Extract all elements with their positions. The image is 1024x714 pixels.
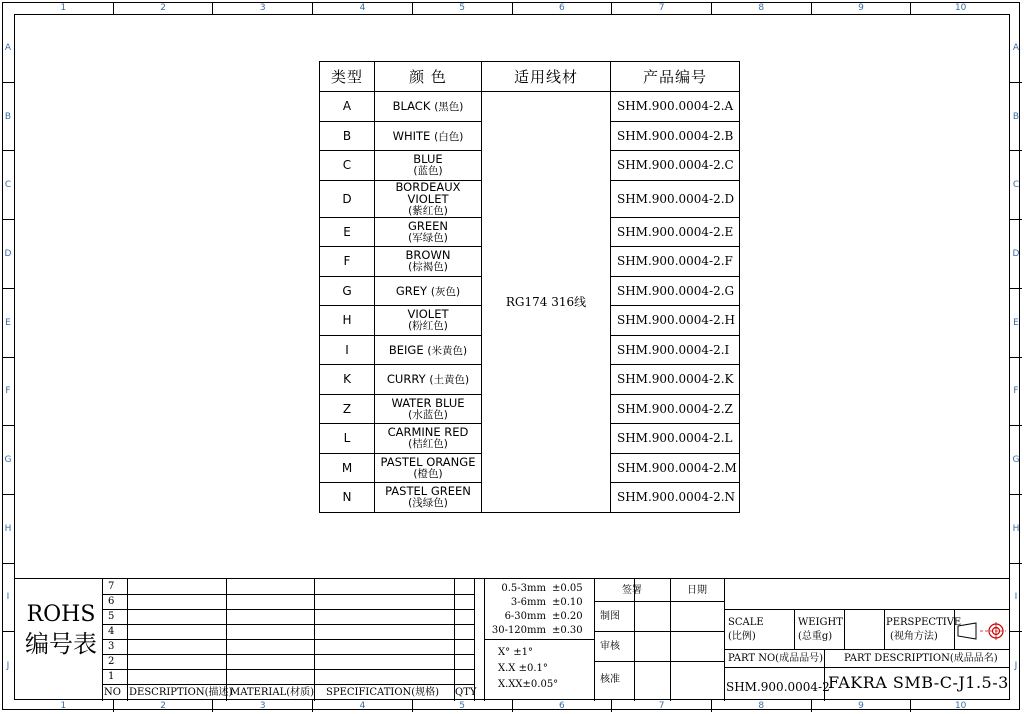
perspective-label: PERSPECTIVE	[886, 617, 962, 628]
zone-label: 1	[60, 701, 67, 711]
zone-label: C	[2, 150, 14, 219]
part-number-cell: SHM.900.0004-2.I	[611, 335, 740, 365]
bom-row-number: 3	[108, 641, 115, 652]
color-name-cn: (水蓝色)	[408, 408, 448, 421]
table-line	[314, 579, 315, 701]
zone-label: 3	[212, 700, 312, 712]
zone-label: F	[2, 357, 14, 426]
part-no-label: PART NO(成品品号)	[728, 653, 823, 664]
table-line	[724, 649, 1010, 650]
type-cell: D	[320, 180, 375, 217]
part-description-value: FAKRA SMB-C-J1.5-3	[828, 673, 1009, 692]
type-cell: M	[320, 453, 375, 483]
wire-cell: RG174 316线	[482, 92, 611, 513]
part-number-cell: SHM.900.0004-2.A	[611, 92, 740, 122]
table-line	[670, 579, 671, 701]
table-line	[724, 667, 1010, 668]
zone-label: 7	[611, 700, 711, 712]
date-label: 日期	[687, 585, 707, 596]
header-part-number: 产品编号	[611, 62, 740, 92]
type-cell: G	[320, 276, 375, 306]
color-name-cn: (桔红色)	[408, 438, 448, 451]
table-line	[724, 609, 1010, 610]
zone-label: C	[1010, 150, 1022, 219]
zone-label: 6	[512, 2, 612, 14]
zone-label: 2	[113, 700, 213, 712]
type-cell: L	[320, 424, 375, 454]
color-name-cn: (土黄色)	[429, 374, 470, 387]
zone-label: G	[2, 425, 14, 494]
table-line	[594, 631, 724, 632]
table-line	[102, 579, 103, 701]
table-line	[954, 609, 955, 649]
zone-label: B	[1010, 82, 1022, 151]
zone-label: 9	[811, 700, 911, 712]
bom-header-specification: SPECIFICATION(规格)	[326, 687, 440, 698]
weight-label-cn: (总重g)	[798, 631, 833, 642]
zone-label: J	[1010, 631, 1022, 700]
color-name-en: BROWN	[405, 248, 451, 263]
zone-label: 4	[312, 700, 412, 712]
color-cell	[375, 394, 482, 424]
table-line	[594, 601, 724, 602]
tolerance-value: ±0.10	[552, 597, 583, 608]
angle-tolerance: X.XX±0.05°	[498, 679, 559, 690]
color-name-cn: (棕褐色)	[408, 261, 448, 274]
part-number-cell: SHM.900.0004-2.L	[611, 424, 740, 454]
table-line	[454, 579, 455, 701]
part-number-cell: SHM.900.0004-2.H	[611, 306, 740, 336]
bom-row-number: 4	[108, 626, 115, 637]
zone-label: 10	[910, 700, 1010, 712]
table-row	[320, 92, 740, 122]
type-cell: F	[320, 247, 375, 277]
color-name-en: BEIGE	[388, 342, 424, 357]
header-wire: 适用线材	[482, 62, 611, 92]
angle-tolerance: X° ±1°	[498, 647, 534, 658]
color-cell	[375, 306, 482, 336]
color-name-en: WATER BLUE	[391, 395, 465, 410]
tolerance-range: 6-30mm	[504, 611, 546, 622]
table-line	[484, 579, 485, 701]
table-line	[794, 609, 795, 649]
scale-label-cn: (比例)	[728, 631, 756, 642]
color-name-cn: (灰色)	[430, 285, 461, 298]
part-number-cell: SHM.900.0004-2.N	[611, 483, 740, 513]
zone-label: I	[2, 563, 14, 632]
zone-label: J	[2, 631, 14, 700]
part-number-cell: SHM.900.0004-2.Z	[611, 394, 740, 424]
color-name-en: CURRY	[386, 372, 426, 387]
color-cell	[375, 92, 482, 122]
zone-label: E	[2, 288, 14, 357]
table-line	[102, 609, 474, 610]
table-line	[102, 594, 474, 595]
table-line	[844, 609, 845, 649]
type-cell: C	[320, 151, 375, 181]
type-cell: A	[320, 92, 375, 122]
bom-row-number: 1	[108, 671, 115, 682]
part-number-cell: SHM.900.0004-2.E	[611, 217, 740, 247]
table-line	[102, 624, 474, 625]
color-name-cn: (军绿色)	[408, 231, 448, 244]
zone-ruler-top	[14, 2, 1010, 14]
color-part-table	[319, 61, 740, 513]
zone-label: 4	[312, 2, 412, 14]
header-color: 颜 色	[375, 62, 482, 92]
table-line	[102, 684, 474, 685]
projection-symbol-icon	[956, 621, 1008, 641]
zone-label: 8	[711, 700, 811, 712]
part-number-cell: SHM.900.0004-2.F	[611, 247, 740, 277]
table-line	[594, 579, 595, 701]
zone-label: D	[1010, 219, 1022, 288]
part-number-cell: SHM.900.0004-2.G	[611, 276, 740, 306]
scale-label: SCALE	[728, 617, 764, 628]
color-name-cn: (蓝色)	[413, 165, 443, 178]
part-number-cell: SHM.900.0004-2.D	[611, 180, 740, 217]
color-name-en: BLACK	[392, 99, 431, 114]
color-cell	[375, 365, 482, 395]
type-cell: N	[320, 483, 375, 513]
part-description-label: PART DESCRIPTION(成品品名)	[844, 653, 998, 664]
zone-label: H	[2, 494, 14, 563]
bom-row-number: 2	[108, 656, 115, 667]
type-cell: I	[320, 335, 375, 365]
zone-label: 5	[412, 700, 512, 712]
table-line	[102, 639, 474, 640]
part-number-cell: SHM.900.0004-2.M	[611, 453, 740, 483]
rohs-title	[18, 601, 104, 659]
table-line	[127, 579, 128, 701]
tolerance-value: ±0.05	[552, 583, 583, 594]
color-name-en: BORDEAUX VIOLET	[395, 179, 461, 206]
bom-header-no: NO	[104, 687, 121, 698]
table-line	[724, 579, 725, 701]
tolerance-value: ±0.20	[552, 611, 583, 622]
zone-label: A	[1012, 42, 1020, 53]
approved-label: 核准	[600, 674, 620, 685]
zone-label: 9	[811, 2, 911, 14]
zone-label: H	[1010, 494, 1022, 563]
checked-label: 审核	[600, 641, 620, 652]
rohs-table-label: 编号表	[25, 630, 97, 658]
zone-label: 10	[910, 2, 1010, 14]
color-cell	[375, 121, 482, 151]
zone-label: 1	[60, 3, 67, 13]
table-line	[474, 579, 475, 701]
rohs-label: ROHS	[26, 602, 96, 627]
table-line	[634, 579, 635, 701]
zone-label: G	[1010, 425, 1022, 494]
type-cell: K	[320, 365, 375, 395]
part-number-cell: SHM.900.0004-2.B	[611, 121, 740, 151]
color-name-en: PASTEL GREEN	[385, 484, 471, 499]
header-type: 类型	[320, 62, 375, 92]
title-block	[14, 578, 1010, 701]
zone-label: D	[2, 219, 14, 288]
part-no-value: SHM.900.0004-2	[726, 680, 830, 694]
color-name-en: CARMINE RED	[387, 425, 469, 440]
table-line	[594, 661, 724, 662]
table-line	[102, 669, 474, 670]
weight-label: WEIGHT	[798, 617, 843, 628]
zone-label: 2	[113, 2, 213, 14]
color-cell	[375, 424, 482, 454]
tolerance-value: ±0.30	[552, 625, 583, 636]
color-name-cn: (紫红色)	[408, 204, 448, 217]
zone-label: 5	[412, 2, 512, 14]
zone-ruler-right	[1010, 14, 1022, 700]
color-name-en: BLUE	[413, 152, 443, 167]
tolerance-range: 30-120mm	[491, 625, 546, 636]
color-name-en: WHITE	[392, 128, 431, 143]
type-cell: E	[320, 217, 375, 247]
zone-label: I	[1010, 563, 1022, 632]
zone-label: A	[4, 42, 12, 53]
bom-header-qty: QTY	[455, 687, 477, 698]
zone-label: 3	[212, 2, 312, 14]
part-number-cell: SHM.900.0004-2.K	[611, 365, 740, 395]
zone-label: F	[1010, 357, 1022, 426]
tolerance-range: 3-6mm	[510, 597, 546, 608]
part-number-cell: SHM.900.0004-2.C	[611, 151, 740, 181]
type-cell: B	[320, 121, 375, 151]
table-line	[226, 579, 227, 701]
color-name-cn: (米黄色)	[427, 344, 468, 357]
angle-tolerance: X.X ±0.1°	[498, 663, 548, 674]
color-name-en: PASTEL ORANGE	[380, 454, 476, 469]
signature-label: 签署	[622, 585, 642, 596]
zone-label: B	[2, 82, 14, 151]
table-header-row	[320, 62, 740, 92]
color-name-en: GREY	[395, 283, 428, 298]
perspective-label-cn: (视角方法)	[890, 631, 938, 642]
zone-ruler-bottom	[14, 700, 1010, 712]
zone-label: 6	[512, 700, 612, 712]
drawn-label: 制图	[600, 611, 620, 622]
color-name-en: GREEN	[407, 218, 449, 233]
color-name-cn: (白色)	[434, 130, 464, 143]
zone-label: 8	[711, 2, 811, 14]
table-line	[102, 654, 474, 655]
type-cell: H	[320, 306, 375, 336]
color-name-cn: (黑色)	[434, 101, 464, 114]
color-name-en: VIOLET	[407, 307, 449, 322]
color-name-cn: (橙色)	[413, 467, 443, 480]
zone-label: 7	[611, 2, 711, 14]
tolerance-range: 0.5-3mm	[501, 583, 546, 594]
color-cell	[375, 180, 482, 217]
color-cell	[375, 276, 482, 306]
color-cell	[375, 483, 482, 513]
color-name-cn: (浅绿色)	[408, 497, 448, 510]
color-cell	[375, 453, 482, 483]
bom-row-number: 6	[108, 596, 115, 607]
color-cell	[375, 247, 482, 277]
color-cell	[375, 335, 482, 365]
color-name-cn: (粉红色)	[408, 320, 448, 333]
bom-row-number: 7	[108, 581, 115, 592]
color-cell	[375, 217, 482, 247]
bom-header-material: MATERIAL(材质)	[230, 687, 315, 698]
bom-header-description: DESCRIPTION(描述)	[129, 687, 233, 698]
table-line	[484, 639, 594, 640]
zone-ruler-left	[2, 14, 14, 700]
table-line	[884, 609, 885, 649]
type-cell: Z	[320, 394, 375, 424]
color-cell	[375, 151, 482, 181]
bom-row-number: 5	[108, 611, 115, 622]
zone-label: E	[1010, 288, 1022, 357]
